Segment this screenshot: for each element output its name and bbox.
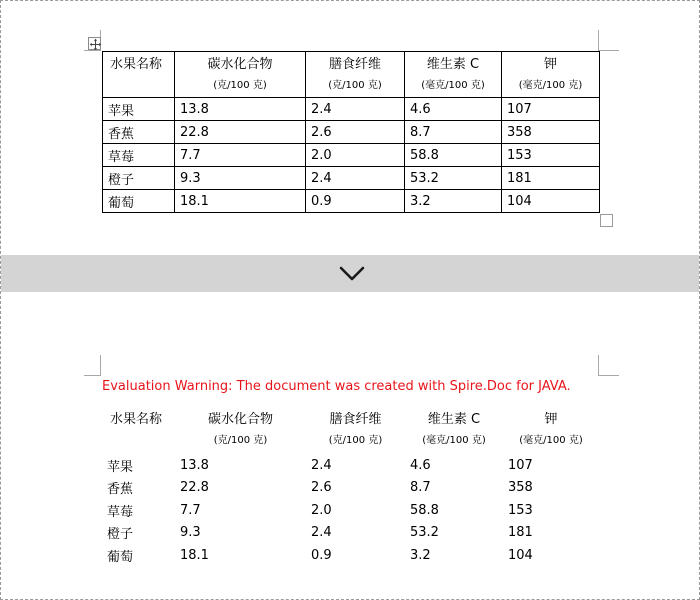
value-cell: 2.4 bbox=[306, 167, 405, 190]
page-corner-mark bbox=[84, 355, 101, 376]
fruit-name-cell: 橙子 bbox=[107, 527, 134, 543]
value-cell: 181 bbox=[502, 167, 600, 190]
column-header-unit: (克/100 克) bbox=[328, 80, 382, 91]
value-cell: 22.8 bbox=[175, 121, 306, 144]
value-cell: 9.3 bbox=[180, 525, 201, 541]
value-cell: 4.6 bbox=[405, 98, 502, 121]
column-header-unit: (毫克/100 克) bbox=[422, 435, 486, 446]
column-header-name: 膳食纤维 bbox=[328, 57, 381, 72]
column-header-name: 水果名称 bbox=[110, 57, 163, 72]
value-cell: 104 bbox=[508, 547, 533, 563]
value-cell: 58.8 bbox=[405, 144, 502, 167]
column-header-name: 膳食纤维 bbox=[329, 412, 382, 427]
fruit-name-cell: 葡萄 bbox=[107, 549, 134, 565]
column-header-name: 碳水化合物 bbox=[207, 57, 273, 72]
value-cell: 107 bbox=[502, 98, 600, 121]
page-corner-mark bbox=[598, 30, 619, 51]
fruit-name-cell: 葡萄 bbox=[103, 190, 175, 213]
value-cell: 4.6 bbox=[410, 457, 431, 473]
fruit-name-cell: 苹果 bbox=[107, 459, 134, 475]
resize-square-icon bbox=[601, 219, 612, 230]
fruit-name-cell: 苹果 bbox=[103, 98, 175, 121]
nutrition-table-borderless bbox=[102, 407, 599, 567]
value-cell: 22.8 bbox=[180, 480, 209, 496]
evaluation-warning: Evaluation Warning: The document was created with Spire.Doc for JAVA. bbox=[102, 379, 571, 394]
column-header bbox=[102, 407, 175, 454]
table-row bbox=[102, 522, 599, 545]
column-header-unit: (克/100 克) bbox=[213, 435, 268, 446]
value-cell: 8.7 bbox=[405, 121, 502, 144]
value-cell: 2.6 bbox=[311, 480, 332, 496]
value-cell: 3.2 bbox=[410, 547, 431, 563]
table-row bbox=[102, 499, 599, 522]
column-header bbox=[103, 52, 175, 98]
table-resize-handle[interactable] bbox=[600, 214, 613, 227]
value-cell: 2.0 bbox=[306, 144, 405, 167]
move-arrows-icon bbox=[89, 38, 102, 51]
table-row bbox=[103, 121, 600, 144]
column-header-name: 碳水化合物 bbox=[207, 412, 273, 427]
column-header bbox=[405, 407, 503, 454]
value-cell: 53.2 bbox=[410, 525, 439, 541]
column-header bbox=[502, 52, 600, 98]
value-cell: 104 bbox=[502, 190, 600, 213]
table-row bbox=[102, 477, 599, 500]
fruit-name-cell: 香蕉 bbox=[107, 482, 134, 498]
column-header-unit: (毫克/100 克) bbox=[518, 80, 583, 91]
table-move-handle[interactable] bbox=[88, 37, 101, 50]
column-header bbox=[405, 52, 502, 98]
value-cell: 181 bbox=[508, 525, 533, 541]
table-header-row bbox=[103, 52, 600, 98]
value-cell: 153 bbox=[508, 502, 533, 518]
column-header bbox=[175, 407, 306, 454]
nutrition-table-bordered bbox=[102, 51, 600, 213]
table-header-row bbox=[102, 407, 599, 454]
fruit-name-cell: 香蕉 bbox=[103, 121, 175, 144]
column-header-name: 钾 bbox=[543, 57, 557, 72]
value-cell: 2.4 bbox=[311, 457, 332, 473]
column-header bbox=[306, 407, 405, 454]
value-cell: 13.8 bbox=[175, 98, 306, 121]
value-cell: 358 bbox=[508, 480, 533, 496]
table-row bbox=[102, 454, 599, 477]
value-cell: 7.7 bbox=[180, 502, 201, 518]
column-header-name: 维生素 C bbox=[426, 57, 480, 72]
fruit-name-cell: 橙子 bbox=[103, 167, 175, 190]
value-cell: 0.9 bbox=[311, 547, 332, 563]
value-cell: 153 bbox=[502, 144, 600, 167]
fruit-name-cell: 草莓 bbox=[103, 144, 175, 167]
value-cell: 13.8 bbox=[180, 457, 209, 473]
column-header-unit: (毫克/100 克) bbox=[519, 435, 583, 446]
table-row bbox=[102, 544, 599, 567]
value-cell: 0.9 bbox=[306, 190, 405, 213]
value-cell: 107 bbox=[508, 457, 533, 473]
table-row bbox=[103, 98, 600, 121]
column-header-name: 钾 bbox=[544, 412, 558, 427]
column-header-unit: (克/100 克) bbox=[213, 80, 267, 91]
fruit-name-cell: 草莓 bbox=[107, 504, 134, 520]
value-cell: 58.8 bbox=[410, 502, 439, 518]
column-header-unit: (毫克/100 克) bbox=[421, 80, 485, 91]
chevron-down-icon bbox=[338, 262, 366, 284]
column-header-unit: (克/100 克) bbox=[328, 435, 383, 446]
table-row bbox=[103, 167, 600, 190]
value-cell: 2.4 bbox=[306, 98, 405, 121]
table-row bbox=[103, 190, 600, 213]
value-cell: 53.2 bbox=[405, 167, 502, 190]
value-cell: 18.1 bbox=[175, 190, 306, 213]
value-cell: 2.4 bbox=[311, 525, 332, 541]
value-cell: 2.6 bbox=[306, 121, 405, 144]
column-header-name: 维生素 C bbox=[427, 412, 481, 427]
value-cell: 8.7 bbox=[410, 480, 431, 496]
column-header bbox=[306, 52, 405, 98]
value-cell: 18.1 bbox=[180, 547, 209, 563]
value-cell: 2.0 bbox=[311, 502, 332, 518]
value-cell: 7.7 bbox=[175, 144, 306, 167]
value-cell: 9.3 bbox=[175, 167, 306, 190]
column-header bbox=[175, 52, 306, 98]
table-row bbox=[103, 144, 600, 167]
page-corner-mark bbox=[598, 355, 619, 376]
value-cell: 3.2 bbox=[405, 190, 502, 213]
column-header-name: 水果名称 bbox=[110, 412, 163, 427]
column-header bbox=[503, 407, 599, 454]
value-cell: 358 bbox=[502, 121, 600, 144]
